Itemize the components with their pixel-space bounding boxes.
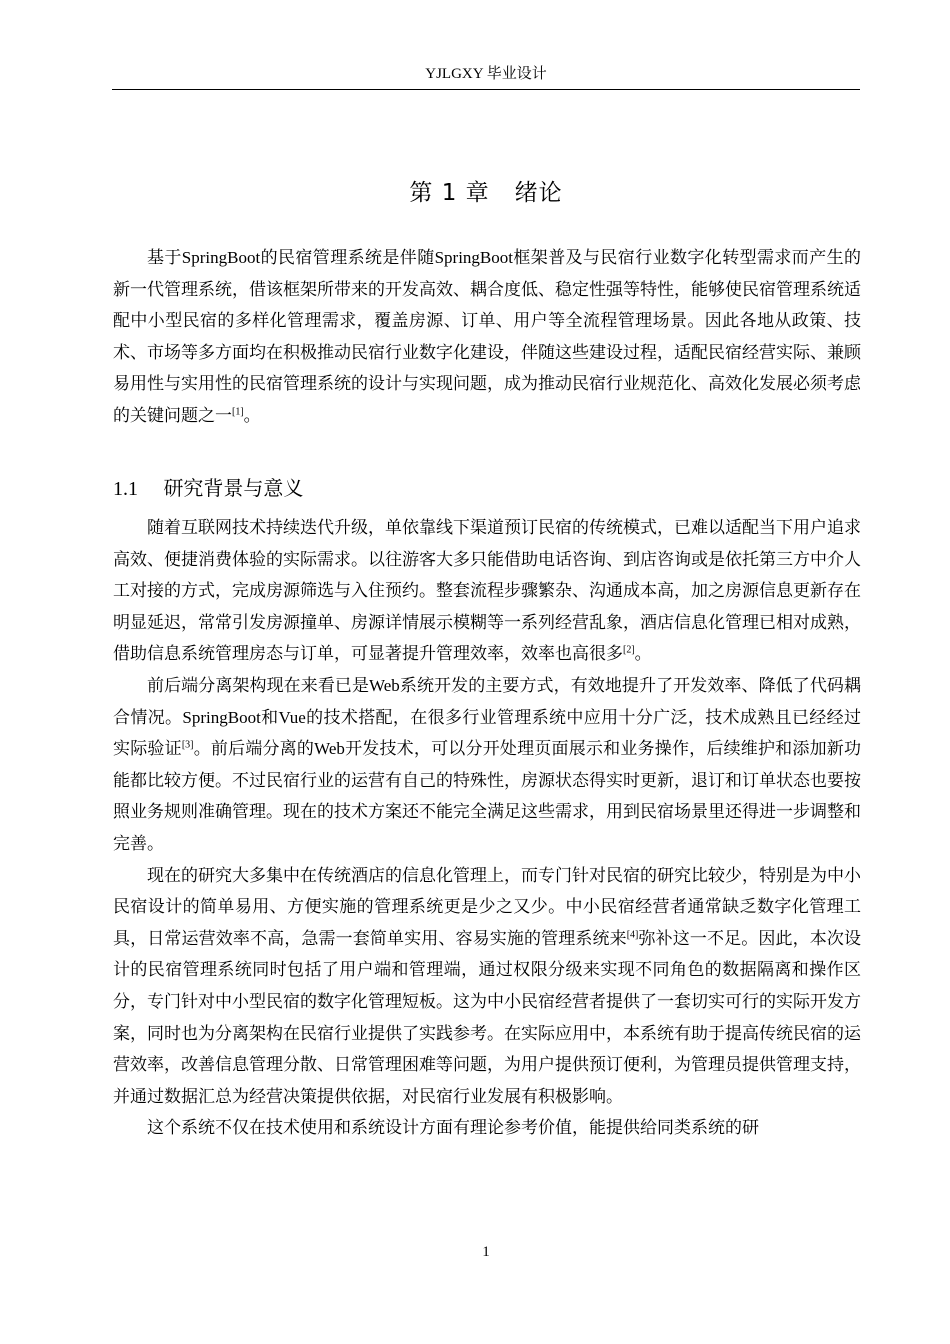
- section-heading: [113, 472, 861, 505]
- section-title-text: 研究背景与意义: [163, 476, 304, 500]
- chapter-title: 第 1 章 绪论: [409, 180, 563, 206]
- page-number: 1: [482, 1244, 490, 1260]
- paragraph-text: 前后端分离架构现在来看已是Web系统开发的主要方式，有效地提升了开发效率、降低了代码耦合情况。SpringBoot和Vue的技术搭配，在很多行业管理系统中应用十分广泛，技术成熟且已经经过实际验证: [113, 675, 861, 759]
- paragraph-tail: 弥补这一不足。因此，本次设计的民宿管理系统同时包括了用户端和管理端，通过权限分级来实现不同角色的数据隔离和操作区分，专门针对中小型民宿的数字化管理短板。这为中小民宿经营者提供了一套切实可行的实际开发方案，同时也为分离架构在民宿行业提供了实践参考。在实际应用中，本系统有助于提高传统民宿的运营效率，改善信息管理分散、日常管理困难等问题，为用户提供预订便利，为管理员提供管理支持，并通过数据汇总为经营决策提供依据，对民宿行业发展有积极影响。: [113, 928, 862, 1106]
- section-body: [113, 512, 861, 1144]
- body-paragraph: [113, 1112, 861, 1144]
- body-paragraph: [113, 512, 861, 670]
- body-paragraph: [113, 860, 861, 1113]
- intro-block: [113, 242, 861, 432]
- intro-text: 基于SpringBoot的民宿管理系统是伴随SpringBoot框架普及与民宿行业数字化转型需求而产生的新一代管理系统，借该框架所带来的开发高效、耦合度低、稳定性强等特性，能够使民宿管理系统适配中小型民宿的多样化管理需求，覆盖房源、订单、用户等全流程管理场景。因此各地从政策、技术、市场等多方面均在积极推动民宿行业数字化建设，伴随这些建设过程，适配民宿经营实际、兼顾易用性与实用性的民宿管理系统的设计与实现问题，成为推动民宿行业规范化、高效化发展必须考虑的关键问题之一: [113, 248, 861, 425]
- citation-ref: [3]: [181, 739, 194, 751]
- paragraph-text: 随着互联网技术持续迭代升级，单依靠线下渠道预订民宿的传统模式，已难以适配当下用户追求高效、便捷消费体验的实际需求。以往游客大多只能借助电话咨询、到店咨询或是依托第三方中介人工对接的方式，完成房源筛选与入住预约。整套流程步骤繁杂、沟通成本高，加之房源信息更新存在明显延迟，常常引发房源撞单、房源详情展示模糊等一系列经营乱象，酒店信息化管理已相对成熟，借助信息系统管理房态与订单，可显著提升管理效率，效率也高很多: [113, 518, 861, 664]
- citation-ref: [4]: [626, 929, 639, 941]
- paragraph-tail: 。: [634, 644, 652, 664]
- paragraph-tail: 。前后端分离的Web开发技术，可以分开处理页面展示和业务操作，后续维护和添加新功能都比较方便。不过民宿行业的运营有自己的特殊性，房源状态得实时更新，退订和订单状态也要按照业务规则准确管理。现在的技术方案还不能完全满足这些需求，用到民宿场景里还得进一步调整和完善。: [113, 739, 862, 853]
- page-header: YJLGXY 毕业设计: [425, 66, 547, 82]
- section-number: 1.1: [113, 478, 138, 500]
- paragraph-text: 这个系统不仅在技术使用和系统设计方面有理论参考价值，能提供给同类系统的研: [147, 1118, 759, 1138]
- body-paragraph: [113, 670, 861, 860]
- citation-ref: [2]: [623, 644, 635, 656]
- intro-paragraph: [113, 242, 861, 432]
- intro-tail: 。: [243, 405, 261, 425]
- header-rule: [112, 89, 860, 90]
- paragraph-text: 现在的研究大多集中在传统酒店的信息化管理上，而专门针对民宿的研究比较少，特别是为中小民宿设计的简单易用、方便实施的管理系统更是少之又少。中小民宿经营者通常缺乏数字化管理工具，日常运营效率不高，急需一套简单实用、容易实施的管理系统来: [113, 865, 861, 948]
- citation-ref: [1]: [232, 406, 244, 418]
